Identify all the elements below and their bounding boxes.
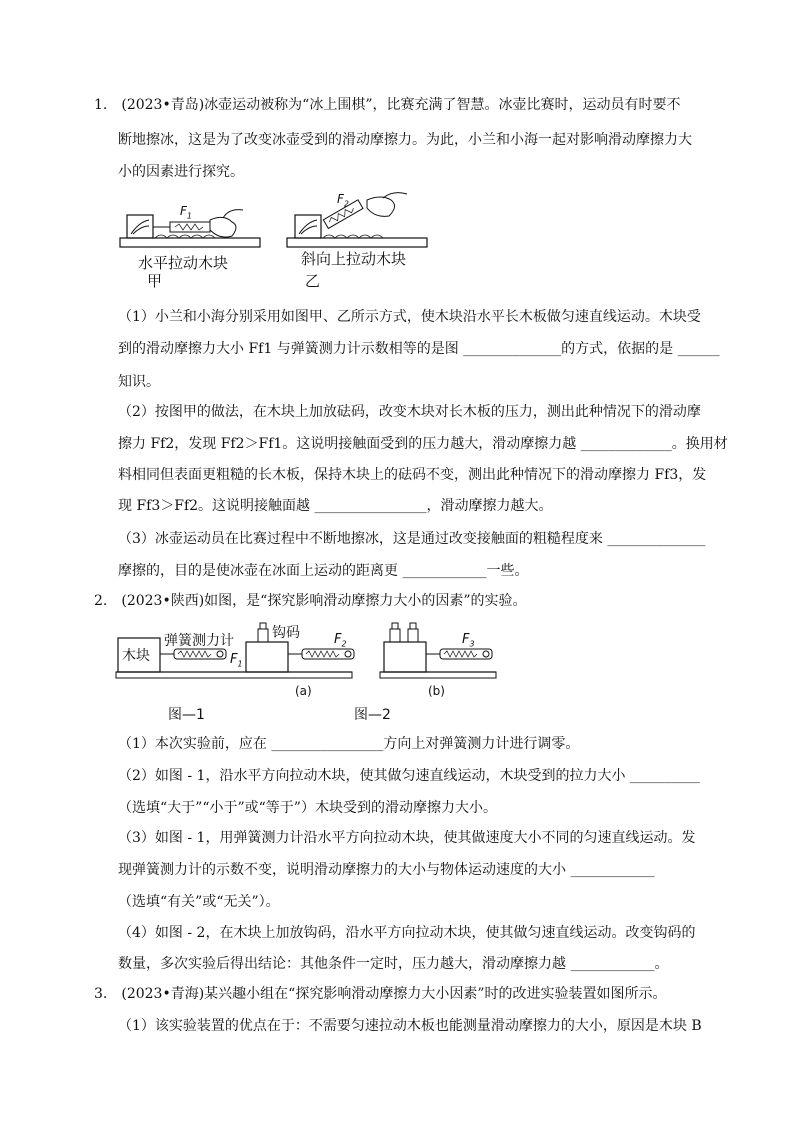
q1-fig-caption-left: 水平拉动木块 [138,254,229,272]
q2-fig-a-label: (a) [295,684,312,698]
q2-fig-f3-label: $F_3$ [462,632,475,649]
q1-line-1: 1. (2023•青岛)冰壶运动被称为“冰上围棋”，比赛充满了智慧。冰壶比赛时，运动员有时要不 [94,97,681,113]
q2-fig-f1-label: $F_1$ [230,652,243,669]
q1-part-2b: 擦力 Ff2，发现 Ff2＞Ff1。这说明接触面受到的压力越大，滑动摩擦力越 _____________。换用材 [118,436,728,452]
q2-line-1: 2. (2023•陕西)如图，是“探究影响滑动摩擦力大小的因素”的实验。 [94,593,527,609]
q1-part-1a: （1）小兰和小海分别采用如图甲、乙所示方式，使木块沿水平长木板做匀速直线运动。木块受 [118,309,701,325]
q2-fig-spring-scale-label: 弹簧测力计 [164,633,234,649]
q1-part-2a: （2）按图甲的做法，在木块上加放砝码，改变木块对长木板的压力，测出此种情况下的滑动摩 [118,404,701,420]
q2-fig-2-caption: 图—2 [354,707,391,723]
q1-part-2c: 料相同但表面更粗糙的长木板，保持木块上的砝码不变，测出此种情况下的滑动摩擦力 Ff3，发 [118,467,707,483]
q1-part-3b: 摩擦的，目的是使冰壶在冰面上运动的距离更 ____________一些。 [118,563,529,579]
q1-part-1b: 到的滑动摩擦力大小 Ff1 与弹簧测力计示数相等的是图 ______________的方式，依据的是 ______ [118,341,720,357]
q2-fig-f2-label: $F_2$ [334,632,347,649]
q2-figure [112,616,502,726]
q1-fig-caption-right: 斜向上拉动木块 [301,250,407,268]
q2-part-4a: （4）如图 - 2，在木块上加放钩码，沿水平方向拉动木块，使其做匀速直线运动。改变钩码的 [118,925,696,941]
q1-fig-f1-label: $F_1$ [180,204,192,221]
q1-fig-f2-label: $F_2$ [337,192,349,209]
q2-part-2a: （2）如图 - 1，沿水平方向拉动木块，使其做匀速直线运动，木块受到的拉力大小 __________ [118,768,700,784]
q2-fig-b-label: (b) [428,684,445,698]
q2-fig-weights-label: 钩码 [272,625,300,641]
q2-part-3a: （3）如图 - 1，用弹簧测力计沿水平方向拉动木块，使其做速度大小不同的匀速直线运动。发 [118,830,696,846]
q1-fig-label-jia: 甲 [147,272,163,290]
q1-fig-label-yi: 乙 [305,272,321,290]
q1-line-2: 断地擦冰，这是为了改变冰壶受到的滑动摩擦力。为此，小兰和小海一起对影响滑动摩擦力大 [118,132,692,148]
q1-part-2d: 现 Ff3＞Ff2。这说明接触面越 ________________，滑动摩擦力越大。 [118,498,553,514]
q2-part-2b: （选填“大于”“小于”或“等于”）木块受到的滑动摩擦力大小。 [118,800,497,816]
q2-part-3c: （选填“有关”或“无关”）。 [118,894,280,910]
q1-figure-drawing [115,190,435,290]
q2-fig-block-label: 木块 [122,648,150,664]
q1-line-3: 小的因素进行探究。 [118,164,244,180]
q3-line-1: 3. (2023•青海)某兴趣小组在“探究影响滑动摩擦力大小因素”时的改进实验装置如图所示。 [94,986,667,1002]
q2-fig-1-caption: 图—1 [168,707,205,723]
q1-figure [115,190,435,290]
q1-part-1c: 知识。 [118,374,160,390]
q2-part-3b: 现弹簧测力计的示数不变，说明滑动摩擦力的大小与物体运动速度的大小 ____________ [118,862,655,878]
q1-part-3a: （3）冰壶运动员在比赛过程中不断地擦冰，这是通过改变接触面的粗糙程度来 ______________ [118,531,706,547]
q3-part-1: （1）该实验装置的优点在于：不需要匀速拉动木板也能测量滑动摩擦力的大小，原因是木块 B [118,1018,702,1034]
q2-part-1: （1）本次实验前，应在 ________________方向上对弹簧测力计进行调零。 [118,736,580,752]
q2-part-4b: 数量，多次实验后得出结论：其他条件一定时，压力越大，滑动摩擦力越 ____________。 [118,956,669,972]
